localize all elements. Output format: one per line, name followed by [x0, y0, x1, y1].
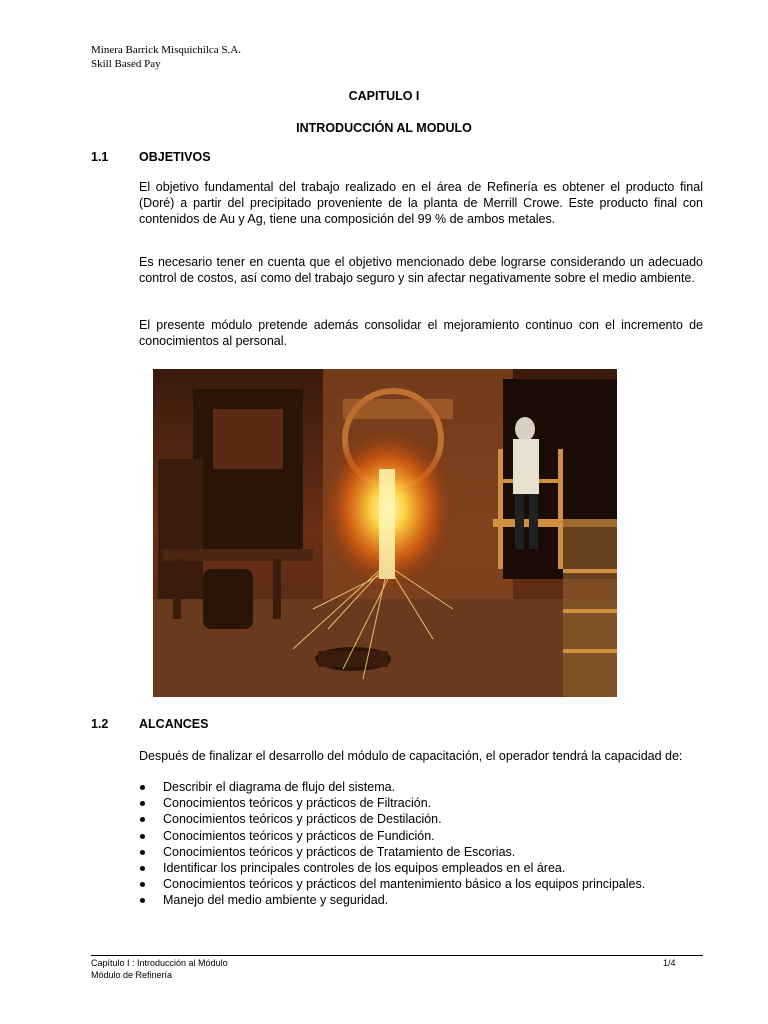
bullet-icon: [140, 866, 145, 871]
section-number: 1.2: [91, 717, 109, 731]
list-item: [139, 844, 703, 860]
footer-module-name: Módulo de Refinería: [91, 970, 173, 980]
bullet-icon: [140, 801, 145, 806]
list-item-text: Conocimientos teóricos y prácticos de Destilación.: [163, 812, 442, 827]
list-item-text: Identificar los principales controles de los equipos empleados en el área.: [163, 861, 566, 876]
section-number: 1.1: [91, 150, 109, 164]
refinery-furnace-photo: [153, 369, 617, 697]
paragraph: El objetivo fundamental del trabajo realizado en el área de Refinería es obtener el producto final (Doré) a partir del precipitado proveniente de la planta de Merrill Crowe. Este producto final con contenidos de Au y Ag, tiene una composición del 99 % de ambos metales.: [139, 180, 703, 226]
company-name: Minera Barrick Misquichilca S.A.: [91, 44, 241, 56]
program-name: Skill Based Pay: [91, 58, 161, 70]
list-item-text: Conocimientos teóricos y prácticos de Filtración.: [163, 796, 432, 811]
list-item: [139, 779, 703, 795]
list-item: [139, 892, 703, 908]
chapter-label: CAPITULO I: [348, 89, 420, 103]
section-title-objetivos: OBJETIVOS: [139, 150, 211, 164]
bullet-icon: [140, 834, 145, 839]
chapter-title: INTRODUCCIÓN AL MODULO: [296, 121, 472, 135]
bullet-icon: [140, 785, 145, 790]
bullet-list: [139, 779, 703, 909]
list-item-text: Manejo del medio ambiente y seguridad.: [163, 893, 389, 908]
footer-chapter-ref: Capítulo I : Introducción al Módulo: [91, 958, 228, 968]
paragraph: Es necesario tener en cuenta que el objetivo mencionado debe lograrse considerando un adecuado control de costos, así como del trabajo seguro y sin afectar negativamente sobre el medio ambiente.: [139, 255, 703, 285]
bullet-icon: [140, 882, 145, 887]
page-header: [91, 43, 241, 71]
list-item: [139, 876, 703, 892]
list-item: [139, 795, 703, 811]
paragraph: El presente módulo pretende además consolidar el mejoramiento continuo con el incremento de conocimientos al personal.: [139, 318, 703, 348]
page-number: 1/4: [663, 958, 676, 968]
page-footer: [91, 957, 228, 981]
list-item: [139, 828, 703, 844]
list-item-text: Conocimientos teóricos y prácticos de Fundición.: [163, 828, 435, 843]
list-item-text: Describir el diagrama de flujo del sistema.: [163, 780, 396, 794]
paragraph: Después de finalizar el desarrollo del módulo de capacitación, el operador tendrá la capacidad de:: [139, 749, 683, 763]
bullet-icon: [140, 817, 145, 822]
list-item: [139, 811, 703, 827]
footer-divider: [91, 955, 703, 956]
list-item-text: Conocimientos teóricos y prácticos de Tratamiento de Escorias.: [163, 844, 516, 859]
list-item: [139, 860, 703, 876]
section-title-alcances: ALCANCES: [139, 717, 209, 731]
list-item-text: Conocimientos teóricos y prácticos del mantenimiento básico a los equipos principales.: [163, 877, 646, 892]
bullet-icon: [140, 850, 145, 855]
bullet-icon: [140, 898, 145, 903]
